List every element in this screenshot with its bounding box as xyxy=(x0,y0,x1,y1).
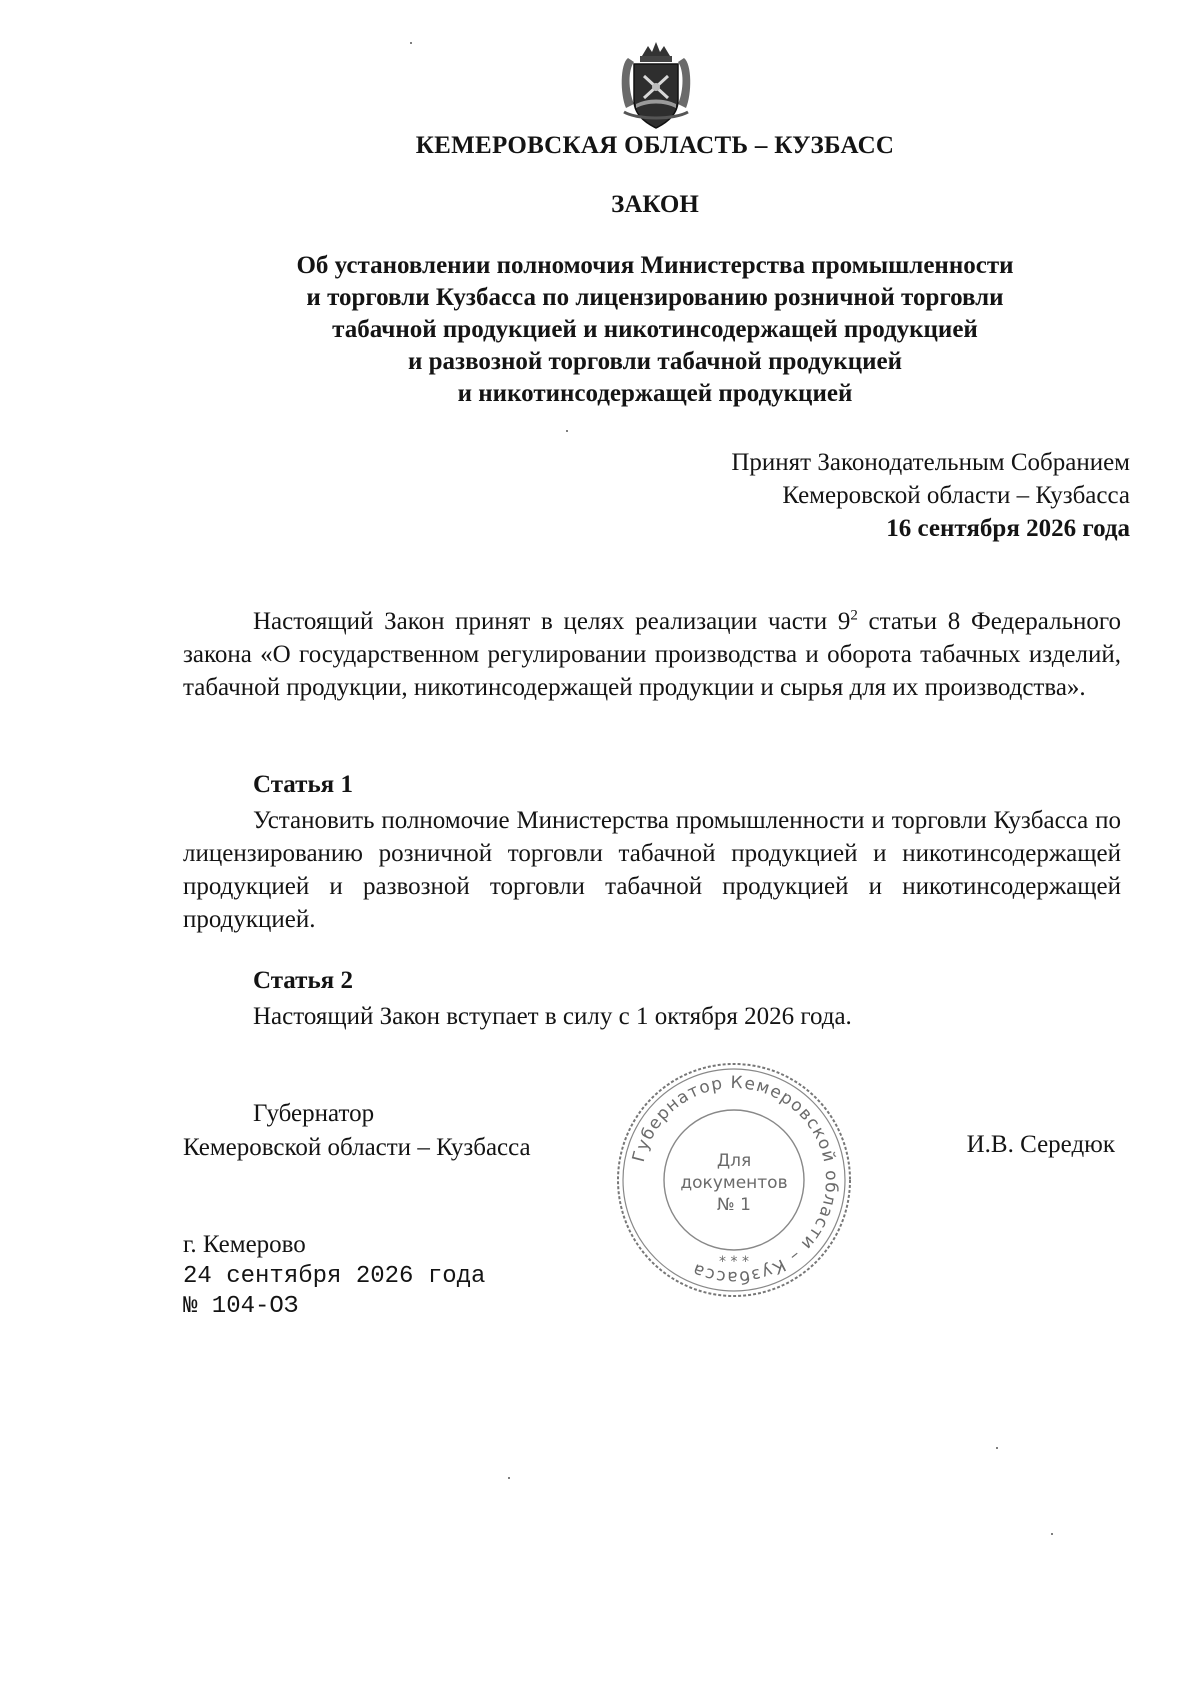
seal-center-line: Для xyxy=(716,1151,752,1171)
adoption-block xyxy=(731,446,1130,545)
law-number: № 104-ОЗ xyxy=(183,1293,299,1320)
preamble-text: Настоящий Закон принят в целях реализации части 9 xyxy=(253,608,851,635)
position-line: Кемеровской области – Кузбасса xyxy=(183,1134,531,1161)
scan-speck xyxy=(566,430,568,432)
seal-stars: * * * xyxy=(719,1254,749,1270)
city: г. Кемерово xyxy=(183,1231,306,1258)
adoption-line: Принят Законодательным Собранием xyxy=(731,449,1130,476)
emblem-drawing xyxy=(618,34,694,134)
preamble-paragraph xyxy=(183,605,1121,704)
scan-speck xyxy=(996,1447,998,1449)
article-text: Установить полномочие Министерства промышленности и торговли Кузбасса по лицензированию розничной торговли табачной продукцией и никотинсодержащей продукцией и развозной торговли табачной продукцией и никотинсодержащей продукцией. xyxy=(183,807,1121,933)
seal-drawing xyxy=(612,1058,856,1302)
seal-ring-text: Губернатор Кемеровской области – Кузбасса xyxy=(628,1072,842,1288)
article-2-heading: Статья 2 xyxy=(253,967,353,994)
adoption-date: 16 сентября 2026 года xyxy=(886,515,1130,542)
article-text: Настоящий Закон вступает в силу с 1 октября 2026 года. xyxy=(253,1003,852,1030)
law-title-line: Об установлении полномочия Министерства промышленности xyxy=(296,252,1014,279)
position-line: Губернатор xyxy=(253,1100,375,1127)
article-1-text xyxy=(183,804,1121,936)
article-1-heading: Статья 1 xyxy=(253,771,353,798)
place-and-date xyxy=(183,1228,485,1322)
seal-center-line: № 1 xyxy=(717,1195,751,1215)
scan-speck xyxy=(410,42,412,44)
region-heading: КЕМЕРОВСКАЯ ОБЛАСТЬ – КУЗБАСС xyxy=(415,132,895,159)
scan-speck xyxy=(1051,1533,1053,1535)
document-type: ЗАКОН xyxy=(611,191,699,218)
adoption-line: Кемеровской области – Кузбасса xyxy=(782,482,1130,509)
seal-center-line: документов xyxy=(680,1173,788,1193)
law-title-line: и развозной торговли табачной продукцией xyxy=(407,348,903,375)
law-title-line: и торговли Кузбасса по лицензированию розничной торговли xyxy=(306,284,1004,311)
coat-of-arms-icon xyxy=(618,34,694,134)
official-seal-stamp xyxy=(612,1058,856,1302)
signing-date: 24 сентября 2026 года xyxy=(183,1263,486,1290)
article-2-text xyxy=(183,1000,1121,1033)
superscript: 2 xyxy=(850,607,858,624)
signatory-position xyxy=(183,1097,531,1165)
signatory-name: И.В. Середюк xyxy=(966,1131,1115,1158)
law-title xyxy=(0,250,1200,410)
scan-speck xyxy=(508,1477,510,1479)
law-title-line: и никотинсодержащей продукцией xyxy=(457,380,853,407)
law-title-line: табачной продукцией и никотинсодержащей продукцией xyxy=(332,316,978,343)
preamble-text: статьи 8 Федерального закона «О государственном регулировании производства и оборота табачных изделий, табачной продукции, никотинсодержащей продукции и сырья для их производства». xyxy=(183,608,1121,701)
